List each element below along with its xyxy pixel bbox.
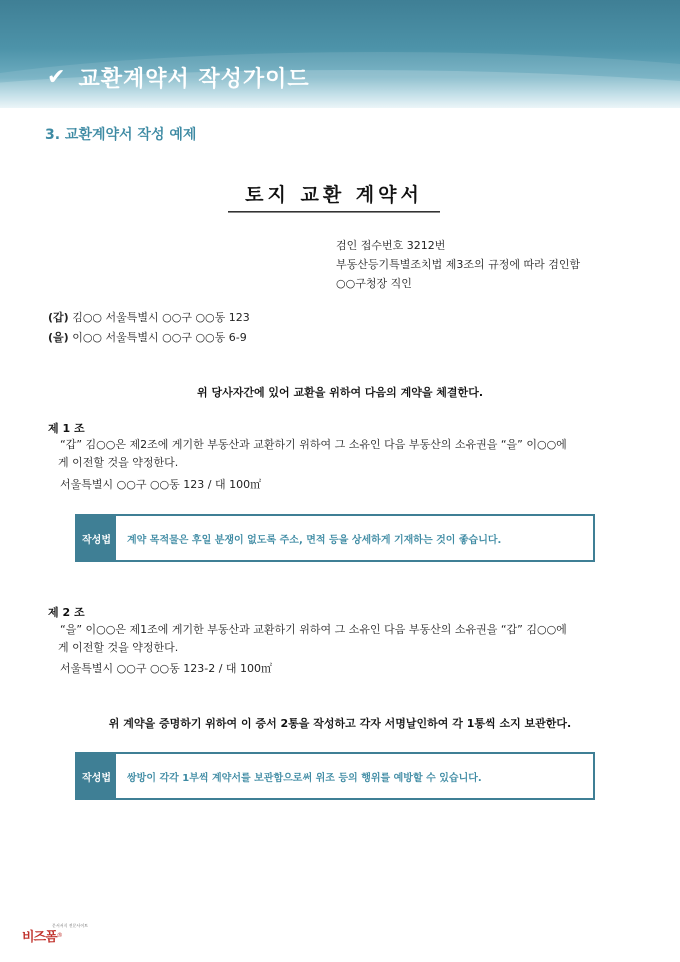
article-body-line: 게 이전할 것을 약정한다.: [58, 641, 179, 654]
article-1-body: [60, 436, 638, 472]
certification-line: ○○구청장 직인: [336, 277, 412, 290]
writing-tip-label: 작성법: [77, 516, 116, 560]
writing-tip-label: 작성법: [77, 754, 116, 798]
article-body-line: “갑” 김○○은 제2조에 게기한 부동산과 교환하기 위하여 그 소유인 다음 부동산의 소유권을 “을” 이○○에: [60, 438, 567, 451]
party-gap: [48, 309, 250, 325]
writing-tip-text: 쌍방이 각각 1부씩 계약서를 보관함으로써 위조 등의 행위를 예방할 수 있습니다.: [127, 772, 482, 784]
certification-line: 검인 접수번호 3212번: [336, 239, 446, 252]
logo-text: 비즈폼: [22, 930, 57, 945]
article-1-address: 서울특별시 ○○구 ○○동 123 / 대 100㎡: [60, 478, 262, 491]
logo-registered-mark: ®: [56, 932, 63, 939]
header-banner: [0, 0, 680, 108]
bizforms-logo: [22, 923, 89, 945]
certification-line: 부동산등기특별조치법 제3조의 규정에 따라 검인함: [336, 258, 581, 271]
writing-tip-box: [75, 752, 595, 800]
preamble: 위 당사자간에 있어 교환을 위하여 다음의 계약을 체결한다.: [196, 386, 483, 399]
section-title: 3. 교환계약서 작성 예제: [45, 127, 197, 143]
article-2-title: 제 2 조: [48, 606, 85, 619]
party-text: 이○○ 서울특별시 ○○구 ○○동 6-9: [72, 331, 247, 344]
article-2-address: 서울특별시 ○○구 ○○동 123-2 / 대 100㎡: [60, 662, 273, 675]
certification-block: [336, 236, 580, 293]
contract-title: 토지 교환 계약서: [245, 184, 423, 206]
article-2-body: [60, 621, 638, 657]
party-text: 김○○ 서울특별시 ○○구 ○○동 123: [72, 311, 250, 324]
article-body-line: “을” 이○○은 제1조에 게기한 부동산과 교환하기 위하여 그 소유인 다음 부동산의 소유권을 “갑” 김○○에: [60, 623, 567, 636]
article-body-line: 게 이전할 것을 약정한다.: [58, 456, 179, 469]
logo-tagline: 문서서식 전문사이트: [52, 923, 89, 928]
title-underline: [228, 211, 440, 213]
writing-tip-box: [75, 514, 595, 562]
check-icon: ✔: [47, 64, 67, 90]
page-title-text: 교환계약서 작성가이드: [78, 66, 310, 92]
page-title: [47, 60, 310, 94]
party-label: (을): [48, 331, 69, 344]
party-label: (갑): [48, 311, 69, 324]
closing-statement: 위 계약을 증명하기 위하여 이 증서 2통을 작성하고 각자 서명날인하여 각 1통씩 소지 보관한다.: [108, 717, 572, 730]
writing-tip-text: 계약 목적물은 후일 분쟁이 없도록 주소, 면적 등을 상세하게 기재하는 것이 좋습니다.: [127, 534, 502, 546]
article-1-title: 제 1 조: [48, 422, 85, 435]
party-eul: [48, 329, 247, 345]
